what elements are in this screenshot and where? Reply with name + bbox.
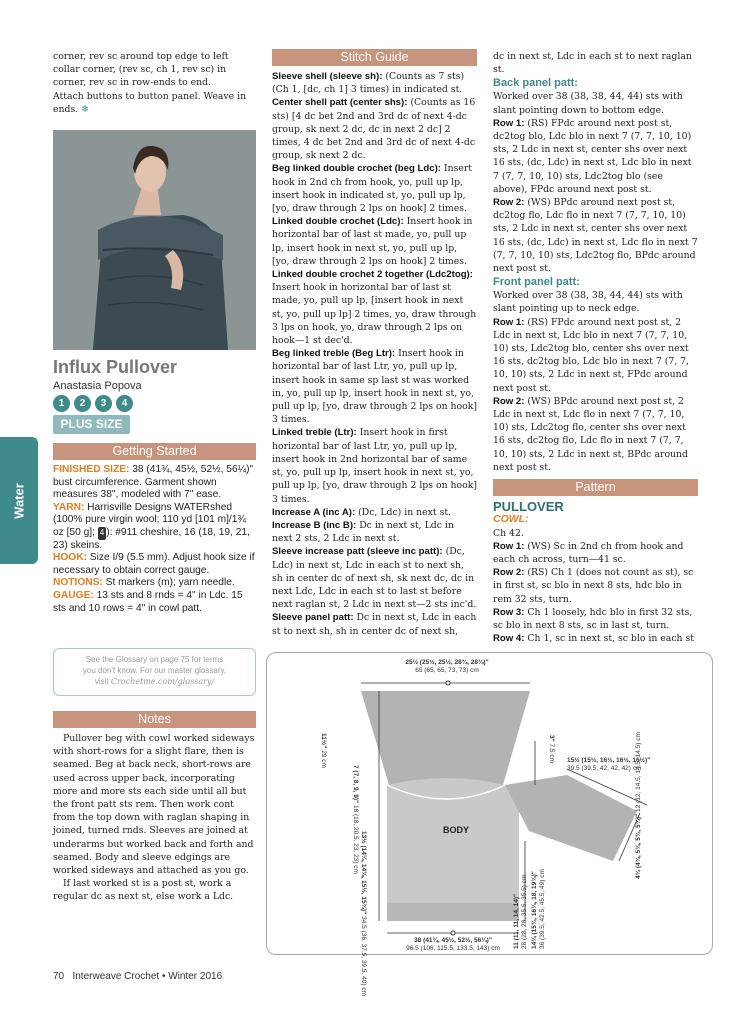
pattern-title: Influx Pullover (53, 357, 178, 377)
notes-header: Notes (53, 711, 256, 728)
cowl-shape (361, 691, 530, 785)
skill-level-2: 2 (74, 395, 91, 412)
stitch-entry: Center shell patt (center shs): (Counts as 16 sts) [4 dc bet 2nd and 3rd dc of next 4-dc group, sk next 2 dc, dc in next 2 dc] 2 times, 4 dc bet 2nd and 3rd dc of next 4-dc group, sk next 2 dc. (272, 97, 476, 162)
stitch-entry: Linked treble (Ltr): Insert hook in first horizontal bar of last Ltr, yo, pull up lp, insert hook in 2nd horizontal bar of same st, yo, pull up lp, insert hook in next st, yo, pull up lp, [yo, draw through 2 lps on hook] 3 times. (272, 427, 477, 505)
page-footer: 70 Interweave Crochet • Winter 2016 (53, 971, 223, 982)
back-panel-heading: Back panel patt: (493, 77, 578, 90)
schematic-drawing (267, 653, 714, 956)
getting-started: Getting Started FINISHED SIZE: 38 (41¾, 45½, 52½, 56¼)" bust circumference. Garment shown measures 38", modeled with 7" ease. YARN: Harrisville Designs WATERshed (100% pure virgin wool; 110 yd [101 m]/1¾ oz [50 g]; 4 ): #911 cheshire, 16 (18, 19, 21, 23) skeins. HOOK: Size I/9 (5.5 mm). Adjust hook size if necessary to obtain correct gauge. NOTIONS: St markers (m); yarn needle. GAUGE: 13 sts and 8 rnds = 4" in Ldc. 15 sts and 10 rows = 4" in cowl patt. (53, 444, 255, 614)
body-label: BODY (443, 825, 470, 835)
stitch-entry: Linked double crochet 2 together (Ldc2tog): Insert hook in horizontal bar of last st made, yo, pull up lp, [insert hook in next st, yo, pull up lp] 2 times, yo, draw through 3 lps on hook, yo, draw through 2 lps on hook—1 st dec'd. (272, 269, 477, 347)
stitch-entry: Increase A (inc A): (Dc, Ldc) in next st. (272, 506, 452, 518)
glossary-note: See the Glossary on page 75 for terms you don't know. For our master glossary, visit Crochetme.com/glossary/ (53, 648, 256, 696)
stitch-entry: Sleeve increase patt (sleeve inc patt): (Dc, Ldc) in next st, Ldc in each st to next sh, sh in center dc of next sh, sk next dc, dc in next Ldc, Ldc in each st to last st before next raglan st, 2 Ldc in next st—2 sts inc'd. (272, 546, 477, 611)
end-snowflake-icon: ❄ (81, 103, 89, 115)
skill-level-4: 4 (116, 395, 133, 412)
plus-size-badge: PLUS SIZE (53, 415, 130, 434)
yarn-weight-icon: 4 (98, 527, 106, 540)
right-column: dc in next st, Ldc in each st to next raglan st. Back panel patt: Worked over 38 (38, 38, 44, 44) sts with slant pointing down to bottom edge. Row 1: (RS) FPdc around next post st, dc2tog blo, Ldc blo in next 7 (7, 7, 10, 10) sts, 2 Ldc in next st, center shs over next 16 sts, (dc, Ldc) in next st, Ldc blo in next 7 (7, 7, 10, 10) sts, Ldc2tog blo (see above), FPdc around next post st. Row 2: (WS) BPdc around next post st, dc2tog flo, Ldc flo in next 7 (7, 7, 10, 10) sts, 2 Ldc in next st, center shs over next 16 sts, (dc, Ldc) in next st, Ldc flo in next 7 (7, 7, 10, 10) sts, Ldc2tog flo, BPdc around next post st. Front panel patt: Worked over 38 (38, 38, 44, 44) sts with slant pointing up to neck edge. Row 1: (RS) FPdc around next post st, 2 Ldc in next st, Ldc blo in next 7 (7, 7, 10, 10) sts, Ldc2tog blo, center shs over next 16 sts, dc2tog blo, Ldc blo in next 7 (7, 7, 10, 10) sts, 2 Ldc in next st, FPdc around next post st. Row 2: (WS) BPdc around next post st, 2 Ldc in next st, Ldc flo in next 7 (7, 7, 10, 10) sts, Ldc2tog flo, center shs over next 16 sts, dc2tog flo, Ldc flo in next 7 (7, 7, 10, 10) sts, 2 Ldc in next st, BPdc around next post st. Pattern PULLOVER COWL: Ch 42. Row 1: (WS) Sc in 2nd ch from hook and each ch across, turn—41 sc. Row 2: (RS) Ch 1 (does not count as st), sc in first st, sc blo in next 8 sts, hdc blo in rem 32 sts, turn. Row 3: Ch 1 loosely, hdc blo in first 32 sts, sc blo in next 8 sts, sc in last st, turn. Row 4: Ch 1, sc in next st, sc blo in each st (493, 51, 698, 645)
garment-schematic: 25½ (25½, 25½, 28¾, 28¾)" 65 (65, 65, 73, 73) cm 11½" 29 cm 7 (7, 8, 9, 9)" 18 (18, 20.5, 23, 23) cm 13½ (14¼, 14¾, 15½, 15¾)" 34.5 (36, 37.5, 39.5, 40) cm 3" 7.5 cm 15½ (15½, 16½, 16½, 16½)" 39.5 (39.5, 42, 42, 42) cm 4¾ (4¾, 5¾, 5¾, 5¾)" 12 (12, 14.5, 14.5, 14.5) cm BODY 11 (11, 11, 14, 14)" 28 (28, 28, 35.5, 35.5) cm 14¼ (15¾, 16¾, 18, 19¾)" 36 (39.5, 42.5, 45.5, 49) cm 38 (41¾, 45½, 52½, 56¼)" 96.5 (106, 115.5, 133.5, 143) cm (266, 652, 713, 955)
section-tab-water: Water (0, 437, 38, 564)
stitch-entry: Increase B (inc B): Dc in next st, Ldc in next 2 sts, 2 Ldc in next st. (272, 519, 454, 545)
stitch-guide-header: Stitch Guide (272, 49, 477, 66)
skill-level-3: 3 (95, 395, 112, 412)
model-photo-illustration (53, 130, 256, 350)
front-panel-heading: Front panel patt: (493, 276, 580, 289)
pattern-header: Pattern (493, 479, 698, 496)
skill-levels (53, 395, 133, 412)
glossary-link[interactable]: Crochetme.com/glossary/ (110, 677, 215, 686)
designer-name: Anastasia Popova (53, 380, 142, 392)
skill-level-1: 1 (53, 395, 70, 412)
stitch-entry: Sleeve panel patt: Dc in next st, Ldc in each st to next sh, sh in center dc of next sh, (272, 612, 477, 637)
stitch-entry: Beg linked double crochet (beg Ldc): Insert hook in 2nd ch from hook, yo, pull up lp, insert hook in indicated st, yo, pull up lp, [yo, draw through 2 lps on hook] 2 times. (272, 163, 473, 215)
stitch-entry: Sleeve shell (sleeve sh): (Counts as 7 sts) (Ch 1, [dc, ch 1] 3 times) in indicated st. (272, 71, 465, 96)
left-top-text: corner, rev sc around top edge to left collar corner, (rev sc, ch 1, rev sc) in corner, rev sc in row-ends to end. Attach buttons to button panel. Weave in ends. ❄ (53, 51, 247, 115)
pullover-heading: PULLOVER (493, 499, 564, 515)
model-photo (53, 130, 256, 350)
stitch-entry: Linked double crochet (Ldc): Insert hook in horizontal bar of last st made, yo, pull up lp, insert hook in next st, yo, pull up lp, [yo, draw through 2 lps on hook] 2 times. (272, 216, 473, 267)
cowl-heading: COWL: (493, 513, 529, 526)
stitch-entry: Beg linked treble (Beg Ltr): Insert hook in horizontal bar of last Ltr, yo, pull up lp, insert hook in same sp last st was worked in, yo, pull up lp, insert hook in next st, yo, pull up lp, [yo, draw through 2 lps on hook] 3 times. (272, 348, 477, 426)
stitch-guide (272, 49, 477, 638)
getting-started-header: Getting Started (53, 443, 256, 460)
hem-band (387, 903, 519, 921)
notes-section: Notes Pullover beg with cowl worked sideways with short-rows for a slight flare, then is seamed. Beg at back neck, short-rows are used across upper back, incorporating more and more sts each side until all but the front patt sts rem. Then work cont from the top down with raglan shaping in joined, turned rnds. Sleeves are joined at underarms but worked back and forth and seamed. Body and sleeve edgings are worked sideways and attached as you go. If last worked st is a post st, work a regular dc as next st, else work a Ldc. (53, 712, 255, 903)
